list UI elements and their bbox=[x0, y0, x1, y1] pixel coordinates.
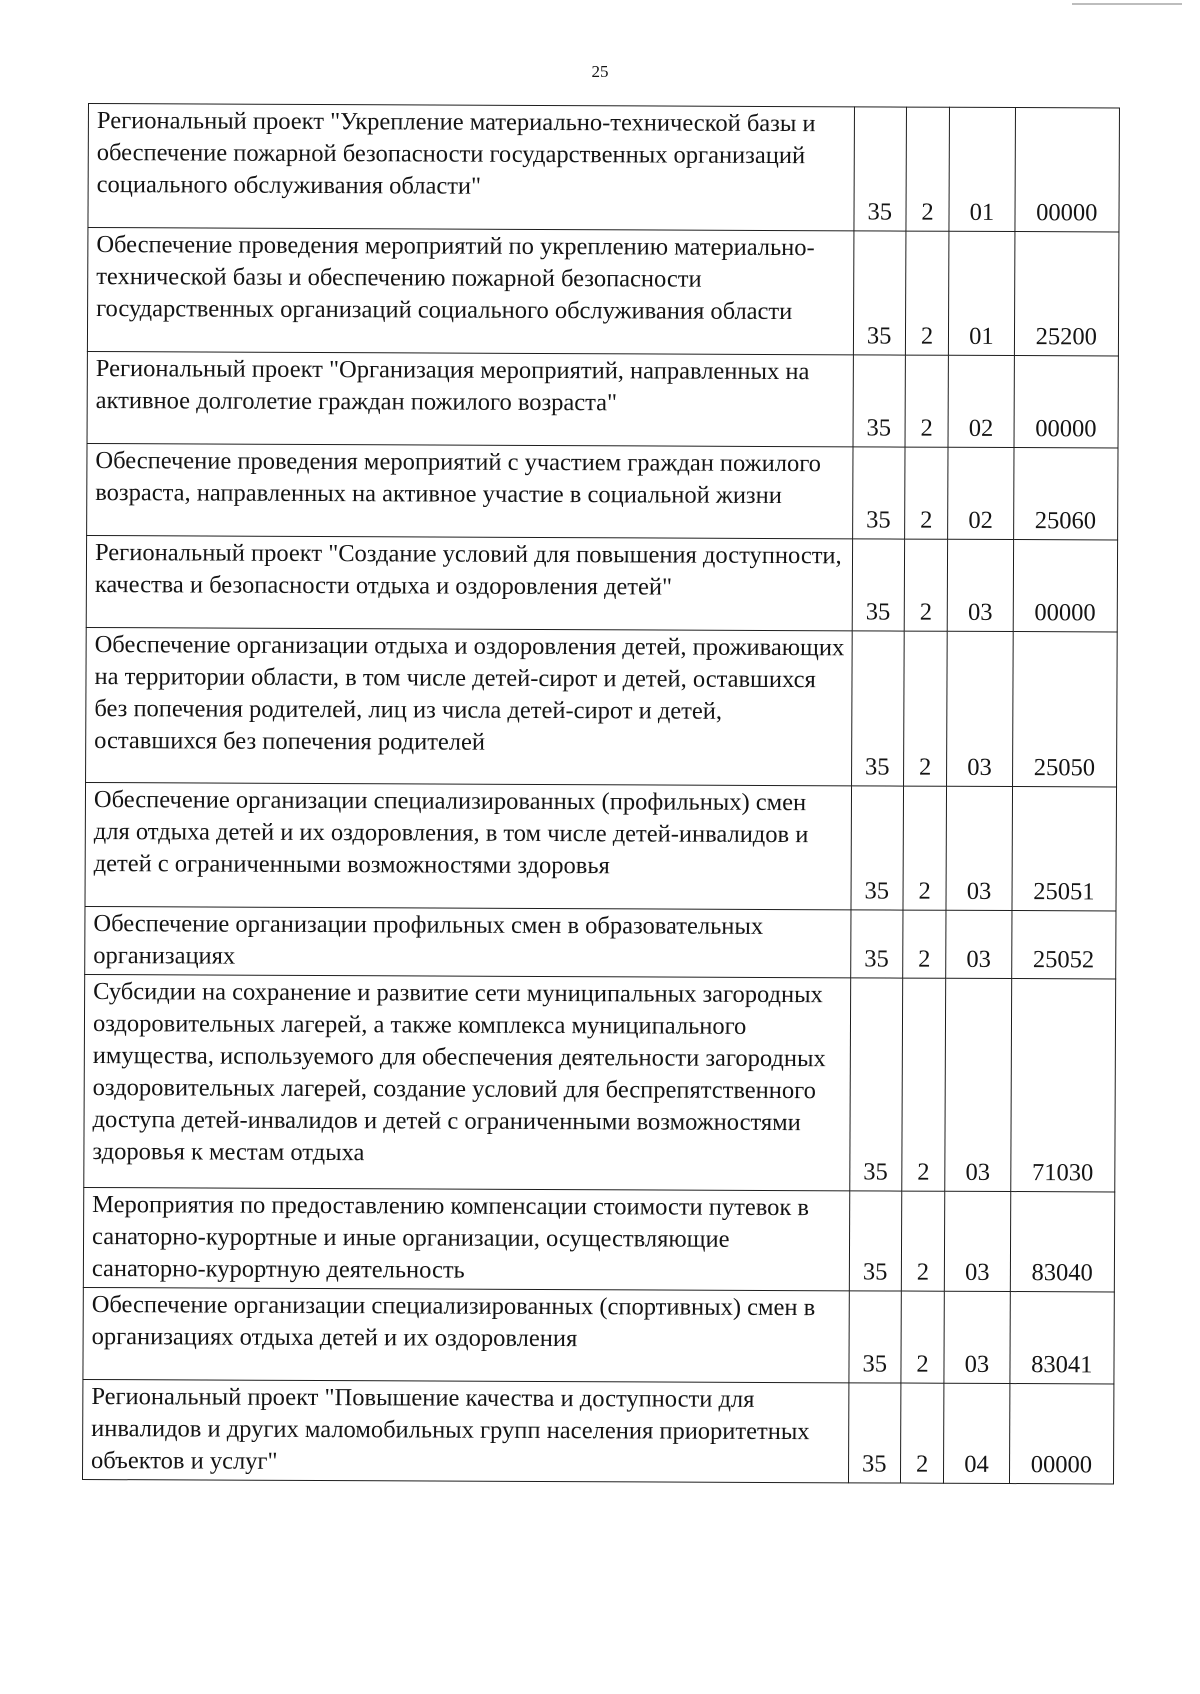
row-project-code: 01 bbox=[949, 107, 1015, 231]
row-direction-code: 83041 bbox=[1009, 1292, 1114, 1384]
row-direction-code: 00000 bbox=[1013, 540, 1118, 632]
row-direction-code: 00000 bbox=[1009, 1384, 1114, 1484]
table-body bbox=[82, 104, 1119, 1484]
row-direction-code: 25050 bbox=[1012, 632, 1117, 787]
row-project-code: 01 bbox=[949, 231, 1015, 355]
row-project-code: 03 bbox=[946, 910, 1012, 978]
row-program-code: 35 bbox=[851, 631, 904, 786]
row-program-code: 35 bbox=[848, 1383, 901, 1483]
row-project-code: 04 bbox=[944, 1383, 1010, 1483]
row-name: Региональный проект "Создание условий для повышения доступности, качества и безопасности отдыха и оздоровления детей" bbox=[86, 535, 852, 630]
table-row bbox=[86, 535, 1117, 631]
row-name: Региональный проект "Укрепление материально-технической базы и обеспечение пожарной безопасности государственных организаций социального обслуживания области" bbox=[88, 104, 854, 231]
row-program-code: 35 bbox=[854, 107, 907, 231]
table-row bbox=[82, 1379, 1113, 1483]
row-name: Субсидии на сохранение и развитие сети муниципальных загородных оздоровительных лагерей, а также комплекса муниципального имущества, используемого для обеспечения деятельности загородных оздоровительных лагерей, создание условий для беспрепятственного доступа детей-инвалидов и детей с ограниченными возможностями здоровья к местам отдыха bbox=[84, 974, 851, 1190]
table-row bbox=[87, 443, 1118, 539]
row-subprogram-code: 2 bbox=[902, 978, 946, 1191]
row-program-code: 35 bbox=[852, 447, 905, 539]
row-project-code: 03 bbox=[945, 978, 1011, 1191]
row-subprogram-code: 2 bbox=[906, 107, 950, 231]
row-direction-code: 71030 bbox=[1010, 979, 1115, 1192]
row-direction-code: 25052 bbox=[1011, 911, 1116, 979]
row-program-code: 35 bbox=[853, 355, 906, 447]
row-subprogram-code: 2 bbox=[901, 1291, 945, 1383]
row-project-code: 03 bbox=[948, 539, 1014, 631]
row-subprogram-code: 2 bbox=[904, 447, 948, 539]
row-program-code: 35 bbox=[850, 910, 902, 978]
table-row bbox=[86, 627, 1118, 786]
row-subprogram-code: 2 bbox=[904, 539, 948, 631]
row-name: Обеспечение организации отдыха и оздоровления детей, проживающих на территории области, в том числе детей-сирот и детей, оставшихся без попечения родителей, лиц из числа детей-сирот и детей, оставшихся без попечения родителей bbox=[86, 627, 852, 785]
row-project-code: 03 bbox=[947, 631, 1013, 786]
table-row bbox=[84, 974, 1116, 1191]
table-row bbox=[87, 351, 1118, 447]
row-name: Мероприятия по предоставлению компенсации стоимости путевок в санаторно-курортные и иные организации, осуществляющие санаторно-курортную деятельность bbox=[83, 1187, 849, 1290]
row-name: Региональный проект "Повышение качества и доступности для инвалидов и других маломобильных групп населения приоритетных объектов и услуг" bbox=[82, 1379, 848, 1482]
row-subprogram-code: 2 bbox=[905, 231, 949, 355]
row-name: Обеспечение организации специализированных (спортивных) смен в организациях отдыха детей и их оздоровления bbox=[83, 1287, 849, 1382]
table-row bbox=[83, 1287, 1114, 1383]
row-program-code: 35 bbox=[852, 539, 905, 631]
row-program-code: 35 bbox=[849, 1291, 902, 1383]
row-subprogram-code: 2 bbox=[900, 1383, 944, 1483]
row-direction-code: 00000 bbox=[1014, 356, 1119, 448]
row-program-code: 35 bbox=[853, 231, 906, 355]
row-direction-code: 25051 bbox=[1012, 787, 1117, 911]
row-subprogram-code: 2 bbox=[903, 631, 947, 786]
row-project-code: 03 bbox=[945, 1191, 1011, 1291]
row-project-code: 03 bbox=[944, 1291, 1010, 1383]
row-name: Обеспечение организации профильных смен в образовательных организациях bbox=[85, 906, 851, 977]
row-project-code: 02 bbox=[948, 447, 1014, 539]
table-row bbox=[87, 228, 1119, 356]
row-project-code: 02 bbox=[948, 355, 1014, 447]
row-name: Обеспечение проведения мероприятий по укреплению материально-технической базы и обеспечению пожарной безопасности государственных организаций социального обслуживания области bbox=[87, 228, 853, 355]
row-name: Обеспечение организации специализированных (профильных) смен для отдыха детей и их оздоровления, в том числе детей-инвалидов и детей с ограниченными возможностями здоровья bbox=[85, 782, 851, 909]
row-direction-code: 83040 bbox=[1010, 1192, 1115, 1292]
table-row bbox=[85, 906, 1116, 978]
row-program-code: 35 bbox=[849, 1191, 902, 1291]
row-direction-code: 00000 bbox=[1015, 108, 1120, 232]
row-subprogram-code: 2 bbox=[901, 1191, 945, 1291]
table-row bbox=[88, 104, 1120, 232]
row-project-code: 03 bbox=[946, 786, 1012, 910]
table-row bbox=[85, 782, 1117, 910]
row-program-code: 35 bbox=[851, 786, 904, 910]
row-direction-code: 25060 bbox=[1013, 448, 1118, 540]
scan-corner-mark bbox=[1072, 0, 1182, 5]
row-program-code: 35 bbox=[849, 978, 902, 1191]
table-row bbox=[83, 1187, 1114, 1291]
row-name: Региональный проект "Организация мероприятий, направленных на активное долголетие граждан пожилого возраста" bbox=[87, 351, 853, 446]
budget-classification-table bbox=[82, 103, 1120, 1484]
row-subprogram-code: 2 bbox=[905, 355, 949, 447]
row-subprogram-code: 2 bbox=[903, 786, 947, 910]
row-subprogram-code: 2 bbox=[903, 910, 947, 978]
row-direction-code: 25200 bbox=[1014, 232, 1119, 356]
row-name: Обеспечение проведения мероприятий с участием граждан пожилого возраста, направленных на активное участие в социальной жизни bbox=[87, 443, 853, 538]
page-number: 25 bbox=[591, 62, 609, 81]
